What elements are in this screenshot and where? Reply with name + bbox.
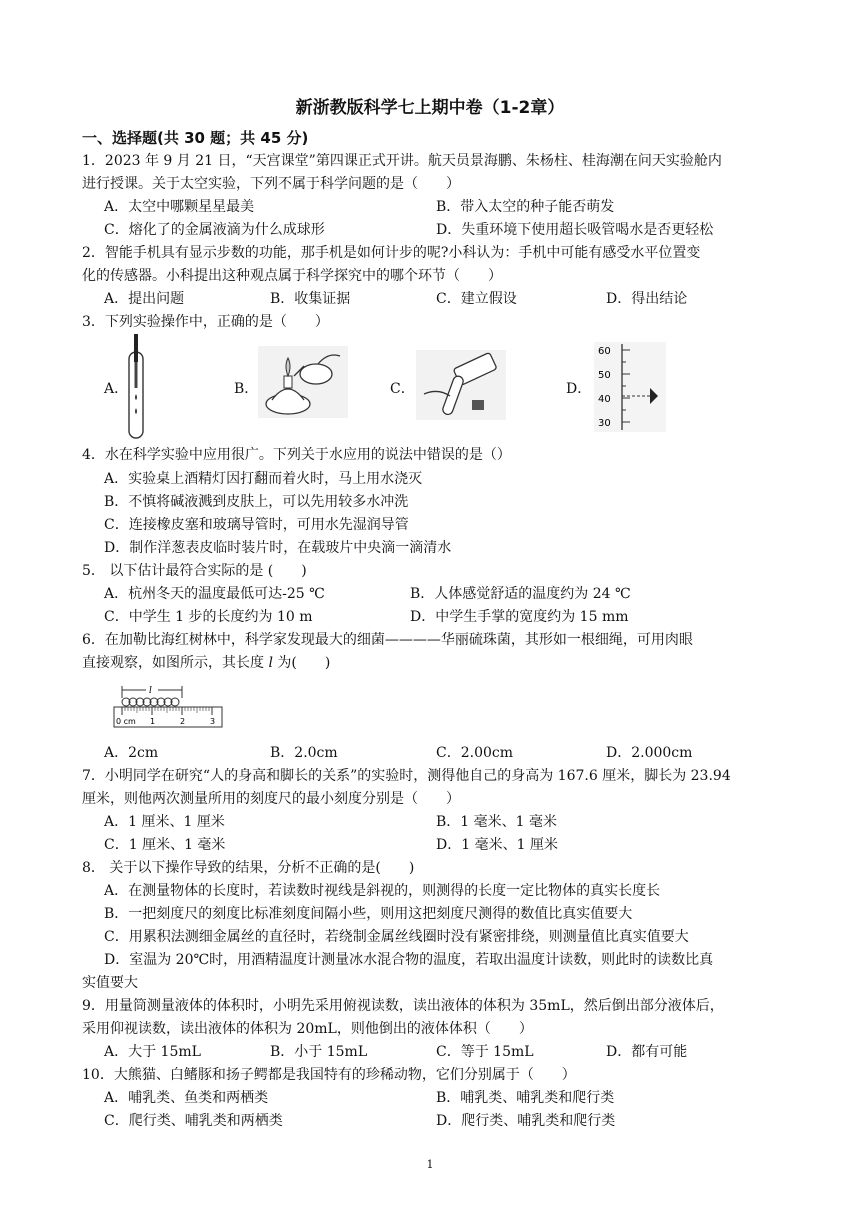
q9-option-b: B．小于 15mL <box>270 1044 368 1060</box>
question-4-line1: 4．水在科学实验中应用很广。下列关于水应用的说法中错误的是（） <box>82 447 511 463</box>
section-heading: 一、选择题(共 30 题；共 45 分) <box>82 129 309 147</box>
q5-option-d: D．中学生手掌的宽度约为 15 mm <box>410 609 629 625</box>
ruler-tick-1: 1 <box>150 717 156 726</box>
q3-dropper-test-tube-figure <box>124 334 148 440</box>
q3-option-d-label: D． <box>566 381 592 397</box>
question-5-line1: 5． 以下估计最符合实际的是 ( ) <box>82 563 307 579</box>
question-9-line1: 9．用量筒测量液体的体积时，小明先采用俯视读数，读出液体的体积为 35mL，然后倒出部分液体后， <box>82 998 724 1014</box>
question-6-line1: 6．在加勒比海红树林中，科学家发现最大的细菌————华丽硫珠菌，其形如一根细绳，可用肉眼 <box>82 632 693 648</box>
q2-option-c: C．建立假设 <box>436 291 517 307</box>
q6-option-b: B．2.0cm <box>270 745 338 761</box>
q3-option-b-label: B． <box>234 381 259 397</box>
q3-graduated-cylinder-figure <box>594 342 666 432</box>
question-6-line2 <box>82 652 782 675</box>
q5-option-c: C．中学生 1 步的长度约为 10 m <box>104 609 313 625</box>
question-2-line1: 2．智能手机具有显示步数的功能，那手机是如何计步的呢?小科认为：手机中可能有感受水平位置变 <box>82 245 701 261</box>
q3-alcohol-lamp-figure <box>258 346 348 418</box>
length-variable: l <box>268 655 273 671</box>
q8-option-d-line1: D．室温为 20℃时，用酒精温度计测量冰水混合物的温度，若取出温度计读数，则此时的读数比真 <box>104 952 714 968</box>
question-7-line1: 7．小明同学在研究“人的身高和脚长的关系”的实验时，测得他自己的身高为 167.6 厘米，脚长为 23.94 <box>82 768 731 784</box>
q10-option-c: C．爬行类、哺乳类和两栖类 <box>104 1113 283 1129</box>
q7-option-b: B．1 毫米、1 毫米 <box>436 814 558 830</box>
cylinder-scale-60: 60 <box>598 346 611 357</box>
ruler-length-label: l <box>149 686 152 696</box>
q7-option-c: C．1 厘米、1 毫米 <box>104 837 226 853</box>
question-6-line2-prefix: 直接观察，如图所示，其长度 <box>82 655 269 671</box>
q7-option-a: A．1 厘米、1 厘米 <box>104 814 225 830</box>
question-8-line1: 8． 关于以下操作导致的结果，分析不正确的是( ) <box>82 860 415 876</box>
question-10-line1: 10．大熊猫、白鳍豚和扬子鳄都是我国特有的珍稀动物，它们分别属于（ ） <box>82 1067 576 1083</box>
question-9-line2: 采用仰视读数，读出液体的体积为 20mL，则他倒出的液体体积（ ） <box>82 1021 533 1037</box>
q1-option-c: C．熔化了的金属液滴为什么成球形 <box>104 222 325 238</box>
ruler-tick-3: 3 <box>210 717 216 726</box>
q3-option-a-label: A． <box>104 381 129 397</box>
q6-ruler-bacterium-figure <box>112 680 224 730</box>
q8-option-d-line2: 实值要大 <box>82 975 138 991</box>
q5-option-b: B．人体感觉舒适的温度约为 24 ℃ <box>410 586 631 602</box>
q1-option-d: D．失重环境下使用超长吸管喝水是否更轻松 <box>436 222 714 238</box>
q9-option-c: C．等于 15mL <box>436 1044 534 1060</box>
q4-option-a: A．实验桌上酒精灯因打翻而着火时，马上用水浇灭 <box>104 471 423 487</box>
q6-option-a: A．2cm <box>104 745 159 761</box>
page-title: 新浙教版科学七上期中卷（1-2章） <box>295 98 565 118</box>
q2-option-b: B．收集证据 <box>270 291 351 307</box>
q7-option-d: D．1 毫米、1 厘米 <box>436 837 558 853</box>
q9-option-a: A．大于 15mL <box>104 1044 201 1060</box>
q6-option-d: D．2.000cm <box>606 745 693 761</box>
q9-option-d: D．都有可能 <box>606 1044 688 1060</box>
q10-option-a: A．哺乳类、鱼类和两栖类 <box>104 1090 269 1106</box>
q1-option-b: B．带入太空的种子能否萌发 <box>436 199 615 215</box>
question-1-line2: 进行授课。关于太空实验，下列不属于科学问题的是（ ） <box>82 176 460 192</box>
q8-option-b: B．一把刻度尺的刻度比标准刻度间隔小些，则用这把刻度尺测得的数值比真实值要大 <box>104 906 633 922</box>
q8-option-c: C．用累积法测细金属丝的直径时，若绕制金属丝线圈时没有紧密排绕，则测量值比真实值要大 <box>104 929 689 945</box>
q4-option-c: C．连接橡皮塞和玻璃导管时，可用水先湿润导管 <box>104 517 409 533</box>
q8-option-a: A．在测量物体的长度时，若读数时视线是斜视的，则测得的长度一定比物体的真实长度长 <box>104 883 661 899</box>
question-2-line2: 化的传感器。小科提出这种观点属于科学探究中的哪个环节（ ） <box>82 268 502 284</box>
question-3-line1: 3．下列实验操作中，正确的是（ ） <box>82 314 329 330</box>
q10-option-d: D．爬行类、哺乳类和爬行类 <box>436 1113 616 1129</box>
question-1-line1: 1．2023 年 9 月 21 日，“天宫课堂”第四课正式开讲。航天员景海鹏、朱杨柱、桂海潮在问天实验舱内 <box>82 153 722 169</box>
page-number: 1 <box>426 1158 434 1171</box>
question-6-line2-suffix: 为( ) <box>272 655 331 671</box>
q3-option-c-label: C． <box>390 381 415 397</box>
cylinder-scale-50: 50 <box>598 370 611 381</box>
q10-option-b: B．哺乳类、哺乳类和爬行类 <box>436 1090 615 1106</box>
ruler-unit-label: 0 cm <box>116 717 136 726</box>
question-7-line2: 厘米，则他两次测量所用的刻度尺的最小刻度分别是（ ） <box>82 791 460 807</box>
q5-option-a: A．杭州冬天的温度最低可达-25 ℃ <box>104 586 325 602</box>
q3-pouring-liquid-figure <box>416 350 506 420</box>
cylinder-scale-40: 40 <box>598 394 611 405</box>
cylinder-scale-30: 30 <box>598 418 611 429</box>
q4-option-b: B．不慎将碱液溅到皮肤上，可以先用较多水冲洗 <box>104 494 409 510</box>
q2-option-a: A．提出问题 <box>104 291 185 307</box>
q4-option-d: D．制作洋葱表皮临时装片时，在载玻片中央滴一滴清水 <box>104 540 452 556</box>
q2-option-d: D．得出结论 <box>606 291 688 307</box>
q1-option-a: A．太空中哪颗星星最美 <box>104 199 255 215</box>
ruler-tick-2: 2 <box>180 717 186 726</box>
q6-option-c: C．2.00cm <box>436 745 513 761</box>
